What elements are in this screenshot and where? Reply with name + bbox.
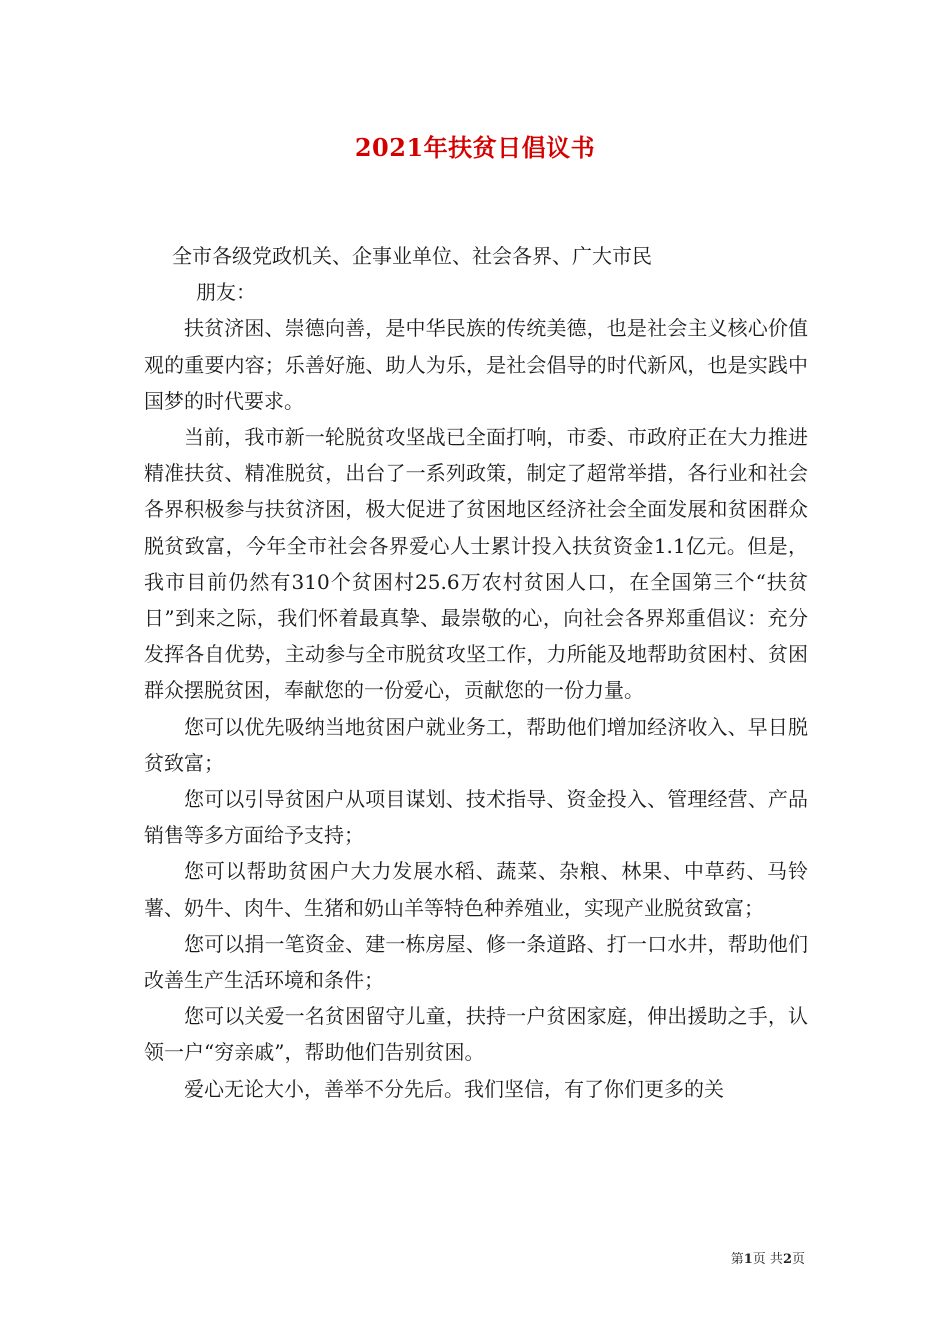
paragraph-1: 扶贫济困、崇德向善，是中华民族的传统美德，也是社会主义核心价值观的重要内容；乐善好施、助人为乐，是社会倡导的时代新风，也是实践中国梦的时代要求。 xyxy=(144,316,808,413)
document-title: 2021年扶贫日倡议书 xyxy=(354,133,596,162)
footer-total-pages: 2 xyxy=(782,1252,792,1267)
document-body xyxy=(144,238,808,1107)
paragraph-3: 您可以优先吸纳当地贫困户就业务工，帮助他们增加经济收入、早日脱贫致富； xyxy=(144,714,808,775)
paragraph-6: 您可以捐一笔资金、建一栋房屋、修一条道路、打一口水井，帮助他们改善生产生活环境和条件； xyxy=(144,931,808,993)
paragraph-7: 您可以关爱一名贫困留守儿童，扶持一户贫困家庭，伸出援助之手，认领一户“穷亲戚”，帮助他们告别贫困。 xyxy=(144,1004,808,1065)
footer-suffix: 页 xyxy=(791,1252,805,1267)
paragraph-2: 当前，我市新一轮脱贫攻坚战已全面打响，市委、市政府正在大力推进精准扶贫、精准脱贫，出台了一系列政策，制定了超常举措，各行业和社会各界积极参与扶贫济困，极大促进了贫困地区经济社会全面发展和贫困群众脱贫致富，今年全市社会各界爱心人士累计投入扶贫资金1.1亿元。但是，我市目前仍然有310个贫困村25.6万农村贫困人口，在全国第三个“扶贫日”到来之际，我们怀着最真挚、最崇敬的心，向社会各界郑重倡议：充分发挥各自优势，主动参与全市脱贫攻坚工作，力所能及地帮助贫困村、贫困群众摆脱贫困，奉献您的一份爱心，贡献您的一份力量。 xyxy=(144,425,808,703)
footer-middle: 页 共 xyxy=(752,1252,783,1267)
paragraph-5: 您可以帮助贫困户大力发展水稻、蔬菜、杂粮、林果、中草药、马铃薯、奶牛、肉牛、生猪和奶山羊等特色种养殖业，实现产业脱贫致富； xyxy=(144,859,808,920)
footer-prefix: 第 xyxy=(730,1252,744,1267)
page-number-footer xyxy=(731,1248,805,1267)
paragraph-4: 您可以引导贫困户从项目谋划、技术指导、资金投入、管理经营、产品销售等多方面给予支持； xyxy=(144,787,808,848)
salutation-line-2: 朋友： xyxy=(196,280,256,305)
paragraph-8: 爱心无论大小，善举不分先后。我们坚信，有了你们更多的关 xyxy=(184,1076,724,1101)
footer-current-page: 1 xyxy=(743,1252,753,1267)
salutation-line-1: 全市各级党政机关、企事业单位、社会各界、广大市民 xyxy=(172,244,652,268)
